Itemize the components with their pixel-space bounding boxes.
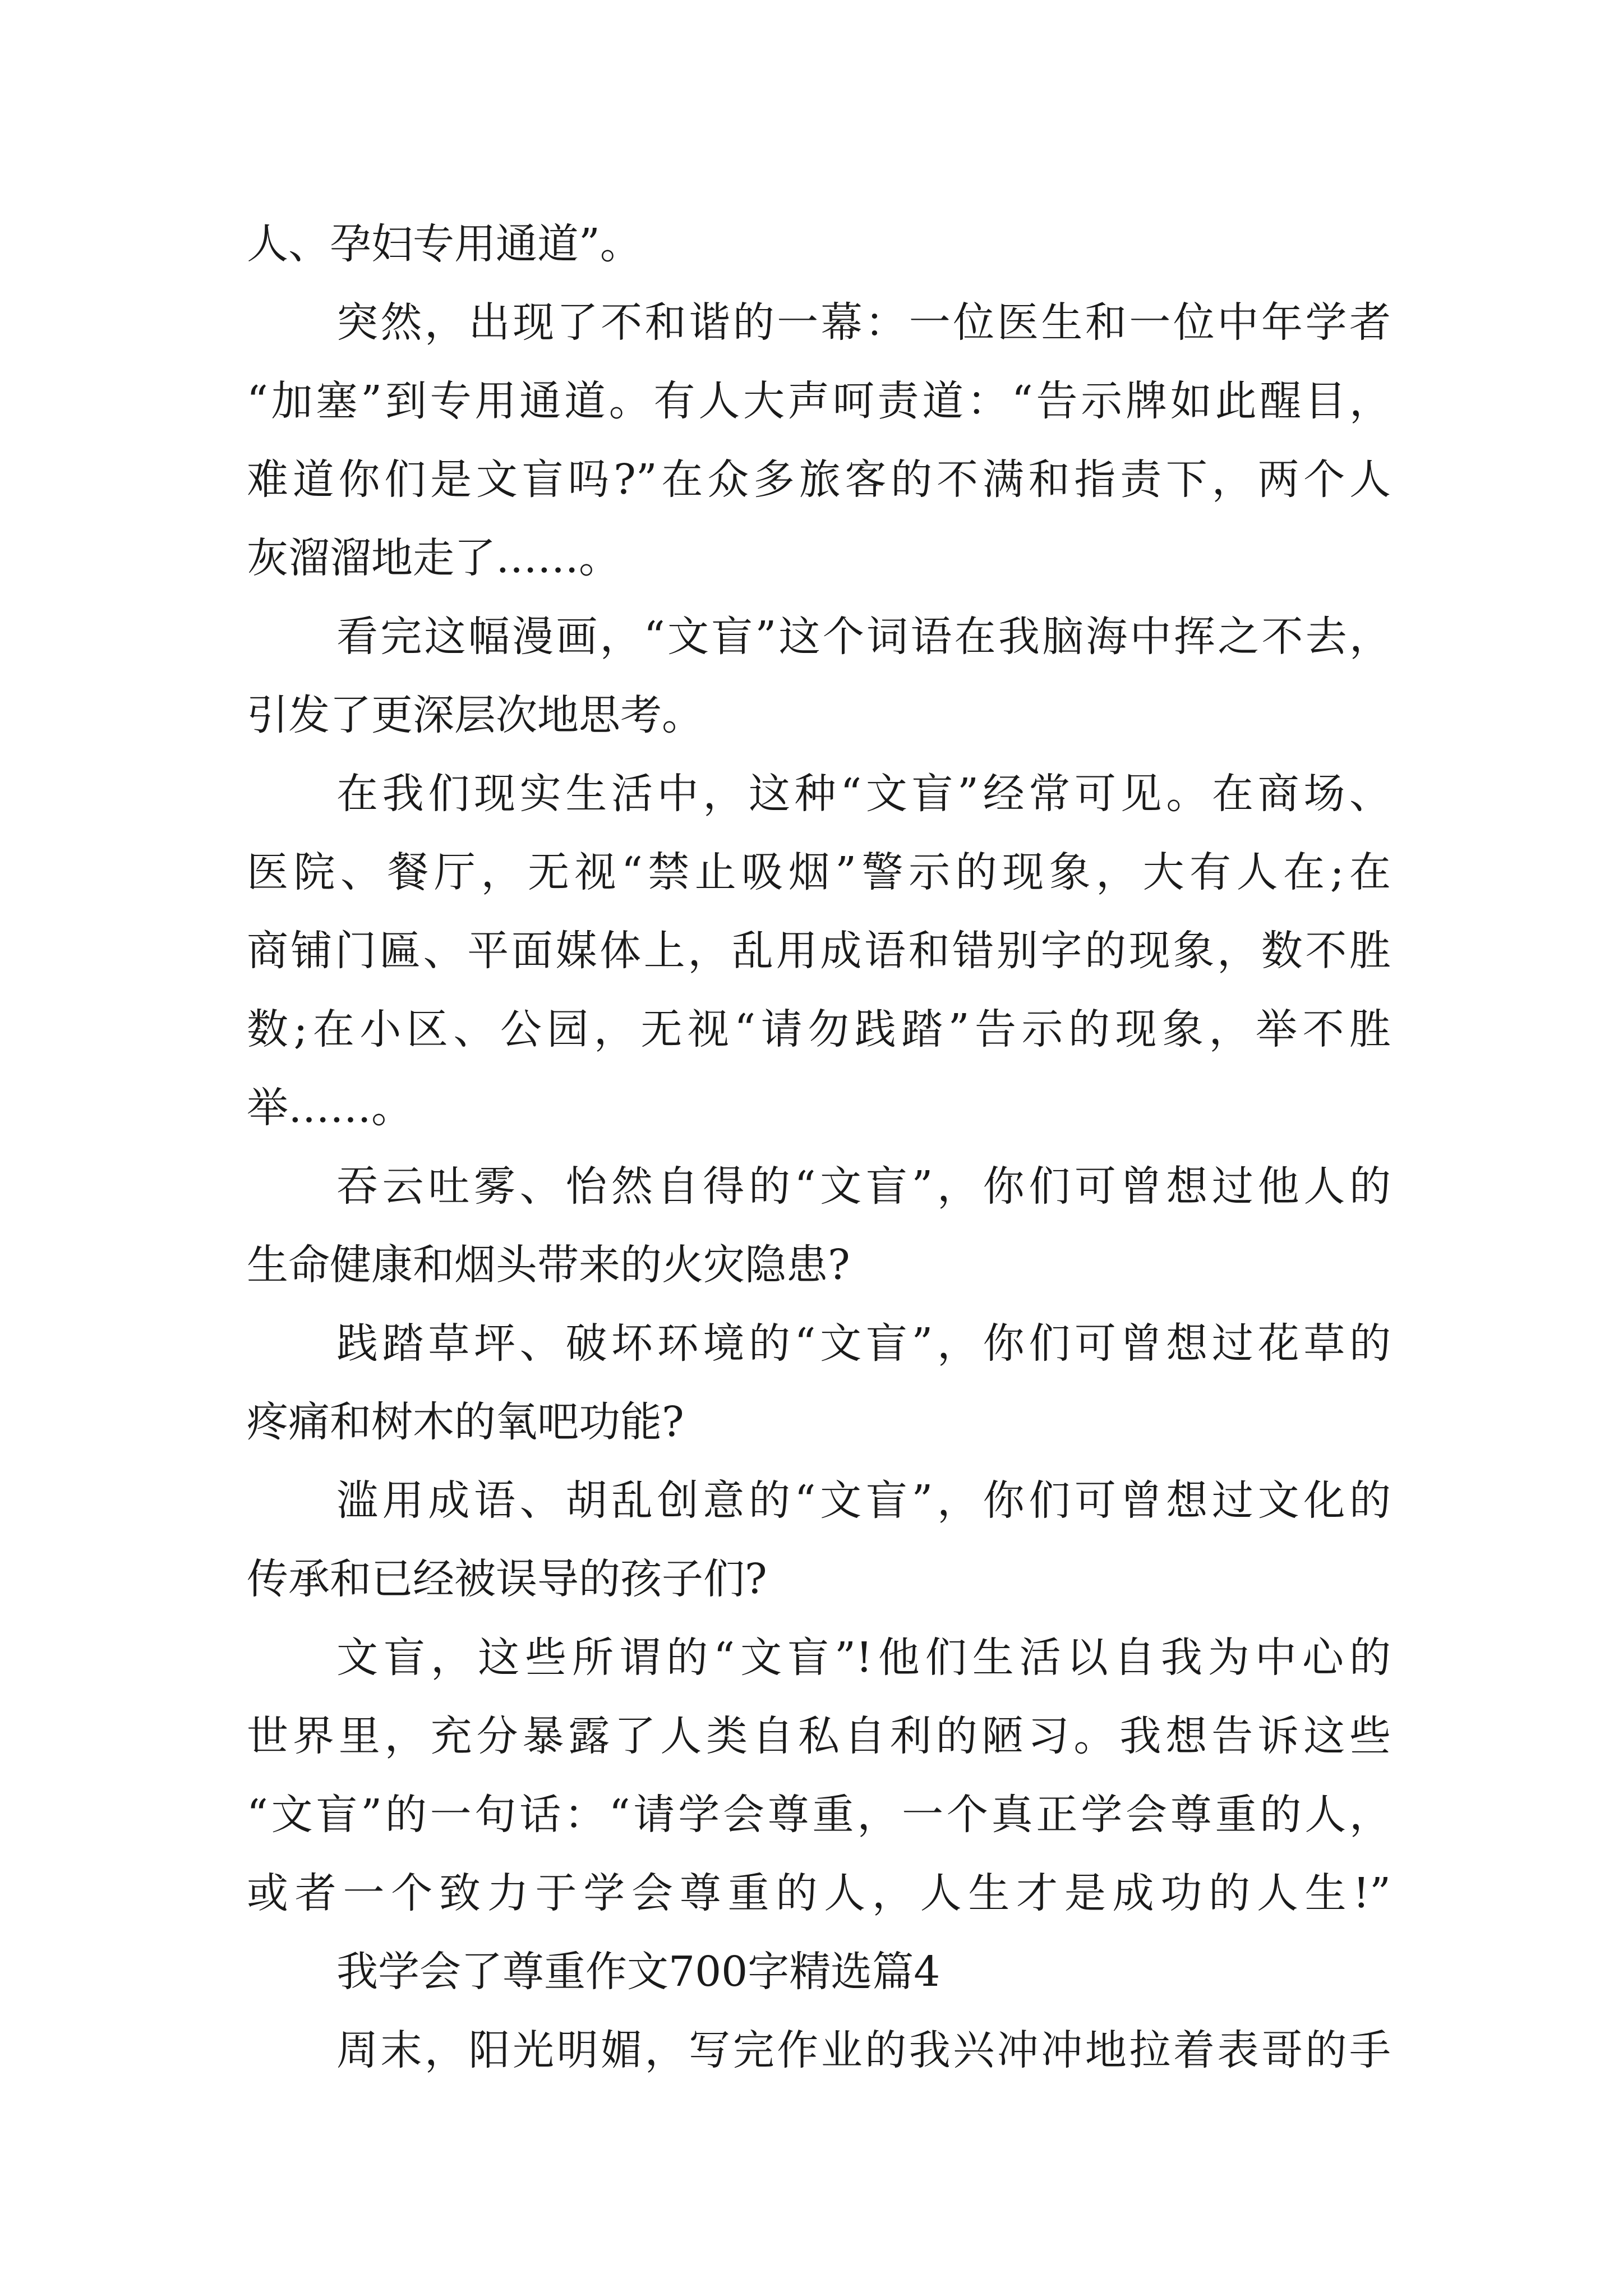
text-line: 践踏草坪、破坏环境的“文盲”，你们可曾想过花草的	[336, 1319, 1391, 1368]
text-line: 文盲，这些所谓的“文盲”!他们生活以自我为中心的	[336, 1634, 1391, 1682]
text-line: 灰溜溜地走了……。	[247, 534, 620, 582]
text-line: 滥用成语、胡乱创意的“文盲”，你们可曾想过文化的	[336, 1476, 1391, 1525]
text-line: 生命健康和烟头带来的火灾隐患?	[247, 1241, 850, 1289]
text-line: 数;在小区、公园，无视“请勿践踏”告示的现象，举不胜	[247, 1005, 1391, 1053]
section-heading: 我学会了尊重作文700字精选篇4	[336, 1948, 940, 1996]
text-line: 或者一个致力于学会尊重的人，人生才是成功的人生!”	[247, 1869, 1391, 1917]
text-line: 突然，出现了不和谐的一幕：一位医生和一位中年学者	[336, 298, 1391, 347]
text-line: 传承和已经被误导的孩子们?	[247, 1555, 767, 1603]
text-line: 举……。	[247, 1084, 413, 1132]
text-line: “加塞”到专用通道。有人大声呵责道：“告示牌如此醒目，	[247, 377, 1391, 425]
text-line: 吞云吐雾、怡然自得的“文盲”，你们可曾想过他人的	[336, 1162, 1391, 1211]
text-line: 难道你们是文盲吗?”在众多旅客的不满和指责下，两个人	[247, 455, 1391, 504]
text-line: 商铺门匾、平面媒体上，乱用成语和错别字的现象，数不胜	[247, 927, 1391, 975]
text-line: 疼痛和树木的氧吧功能?	[247, 1398, 684, 1446]
text-line: 看完这幅漫画，“文盲”这个词语在我脑海中挥之不去，	[336, 613, 1391, 661]
text-line: 世界里，充分暴露了人类自私自利的陋习。我想告诉这些	[247, 1712, 1391, 1760]
text-line: “文盲”的一句话：“请学会尊重，一个真正学会尊重的人，	[247, 1791, 1391, 1839]
text-line: 医院、餐厅，无视“禁止吸烟”警示的现象，大有人在;在	[247, 848, 1391, 896]
text-line: 周末，阳光明媚，写完作业的我兴冲冲地拉着表哥的手	[336, 2026, 1391, 2074]
text-line: 人、孕妇专用通道”。	[247, 220, 642, 268]
text-line: 在我们现实生活中，这种“文盲”经常可见。在商场、	[336, 770, 1391, 818]
text-line: 引发了更深层次地思考。	[247, 691, 703, 739]
